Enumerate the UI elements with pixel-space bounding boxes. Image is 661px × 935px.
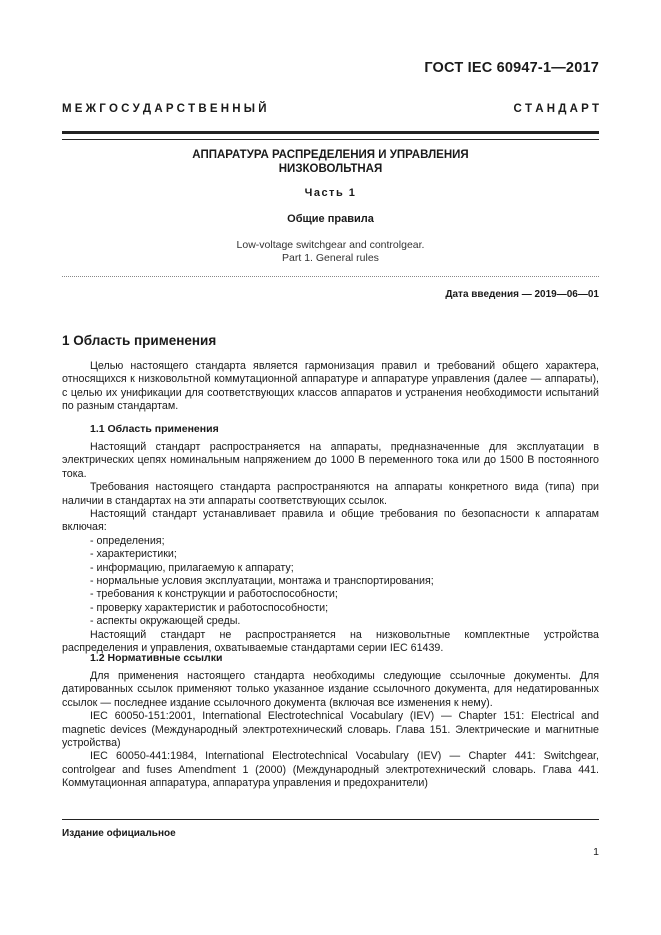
paragraph: IEC 60050-441:1984, International Electrotechnical Vocabulary (IEV) — Chapter 441: Switchgear, controlgear and fuses Amendment 1 (2000) (Международный электротехнический словарь. Глава 441. Коммутационная аппаратура, аппаратура управления и предохранители) [62, 750, 599, 790]
dotted-separator [62, 276, 599, 277]
part-label: Часть 1 [304, 187, 357, 199]
section-1-1-body [62, 441, 599, 656]
footer-rule [62, 819, 599, 820]
page-number: 1 [593, 846, 599, 858]
list-item: - характеристики; [62, 548, 599, 561]
requirements-list [62, 535, 599, 629]
title-line-2: НИЗКОВОЛЬТНАЯ [278, 163, 383, 175]
standard-word: С Т А Н Д А Р Т [513, 103, 599, 115]
introduction-date: Дата введения — 2019—06—01 [445, 289, 599, 300]
paragraph: IEC 60050-151:2001, International Electrotechnical Vocabulary (IEV) — Chapter 151: Electrical and magnetic devices (Международный электротехнический словарь. Глава 151. Электрические и магнитные устройства) [62, 710, 599, 750]
paragraph: Для применения настоящего стандарта необходимы следующие ссылочные документы. Для датированных ссылок применяют только указанное издание ссылочного документа, для недатированных ссылок — последнее издание ссылочного документа (включая все изменения к нему). [62, 670, 599, 709]
list-item: - проверку характеристик и работоспособности; [62, 602, 599, 615]
header-thin-rule [62, 139, 599, 140]
list-item: - информацию, прилагаемую к аппарату; [62, 562, 599, 575]
title-line-1: АППАРАТУРА РАСПРЕДЕЛЕНИЯ И УПРАВЛЕНИЯ [192, 149, 469, 161]
paragraph: Настоящий стандарт устанавливает правила и общие требования по безопасности к аппаратам включая: [62, 508, 599, 534]
list-item: - аспекты окружающей среды. [62, 615, 599, 628]
section-1-2-heading: 1.2 Нормативные ссылки [90, 652, 223, 664]
interstate-standard-banner [62, 103, 599, 115]
section-1-heading: 1 Область применения [62, 333, 217, 348]
list-item: - нормальные условия эксплуатации, монтажа и транспортирования; [62, 575, 599, 588]
header-thick-rule [62, 131, 599, 134]
section-1-intro [62, 360, 599, 414]
english-title-line-1: Low-voltage switchgear and controlgear. [236, 239, 425, 251]
english-title [62, 239, 599, 265]
paragraph: Настоящий стандарт не распространяется на низковольтные комплектные устройства распределения и управления, охватываемые стандартами серии IEC 61439. [62, 628, 599, 655]
official-edition-label: Издание официальное [62, 828, 176, 839]
paragraph: Требования настоящего стандарта распространяются на аппараты конкретного вида (типа) при наличии в стандартах на эти аппараты соответствующих ссылок. [62, 481, 599, 507]
paragraph: Целью настоящего стандарта является гармонизация правил и требований общего характера, относящихся к низковольтной коммутационной аппаратуре и аппаратуре управления (далее — аппараты), с целью их унификации для соответствующих классов аппаратов и устранения необходимости испытаний по разным стандартам. [62, 360, 599, 413]
section-1-1-heading: 1.1 Область применения [90, 423, 219, 435]
part-subtitle: Общие правила [287, 213, 374, 225]
standard-title [62, 148, 599, 176]
interstate-word: М Е Ж Г О С У Д А Р С Т В Е Н Н Ы Й [62, 103, 267, 115]
english-title-line-2: Part 1. General rules [282, 252, 379, 264]
section-1-2-body [62, 670, 599, 791]
document-code: ГОСТ IEC 60947-1—2017 [424, 60, 599, 76]
list-item: - требования к конструкции и работоспособности; [62, 588, 599, 601]
paragraph: Настоящий стандарт распространяется на аппараты, предназначенные для эксплуатации в электрических цепях номинальным напряжением до 1000 В переменного тока или до 1500 В постоянного тока. [62, 441, 599, 480]
list-item: - определения; [62, 535, 599, 548]
